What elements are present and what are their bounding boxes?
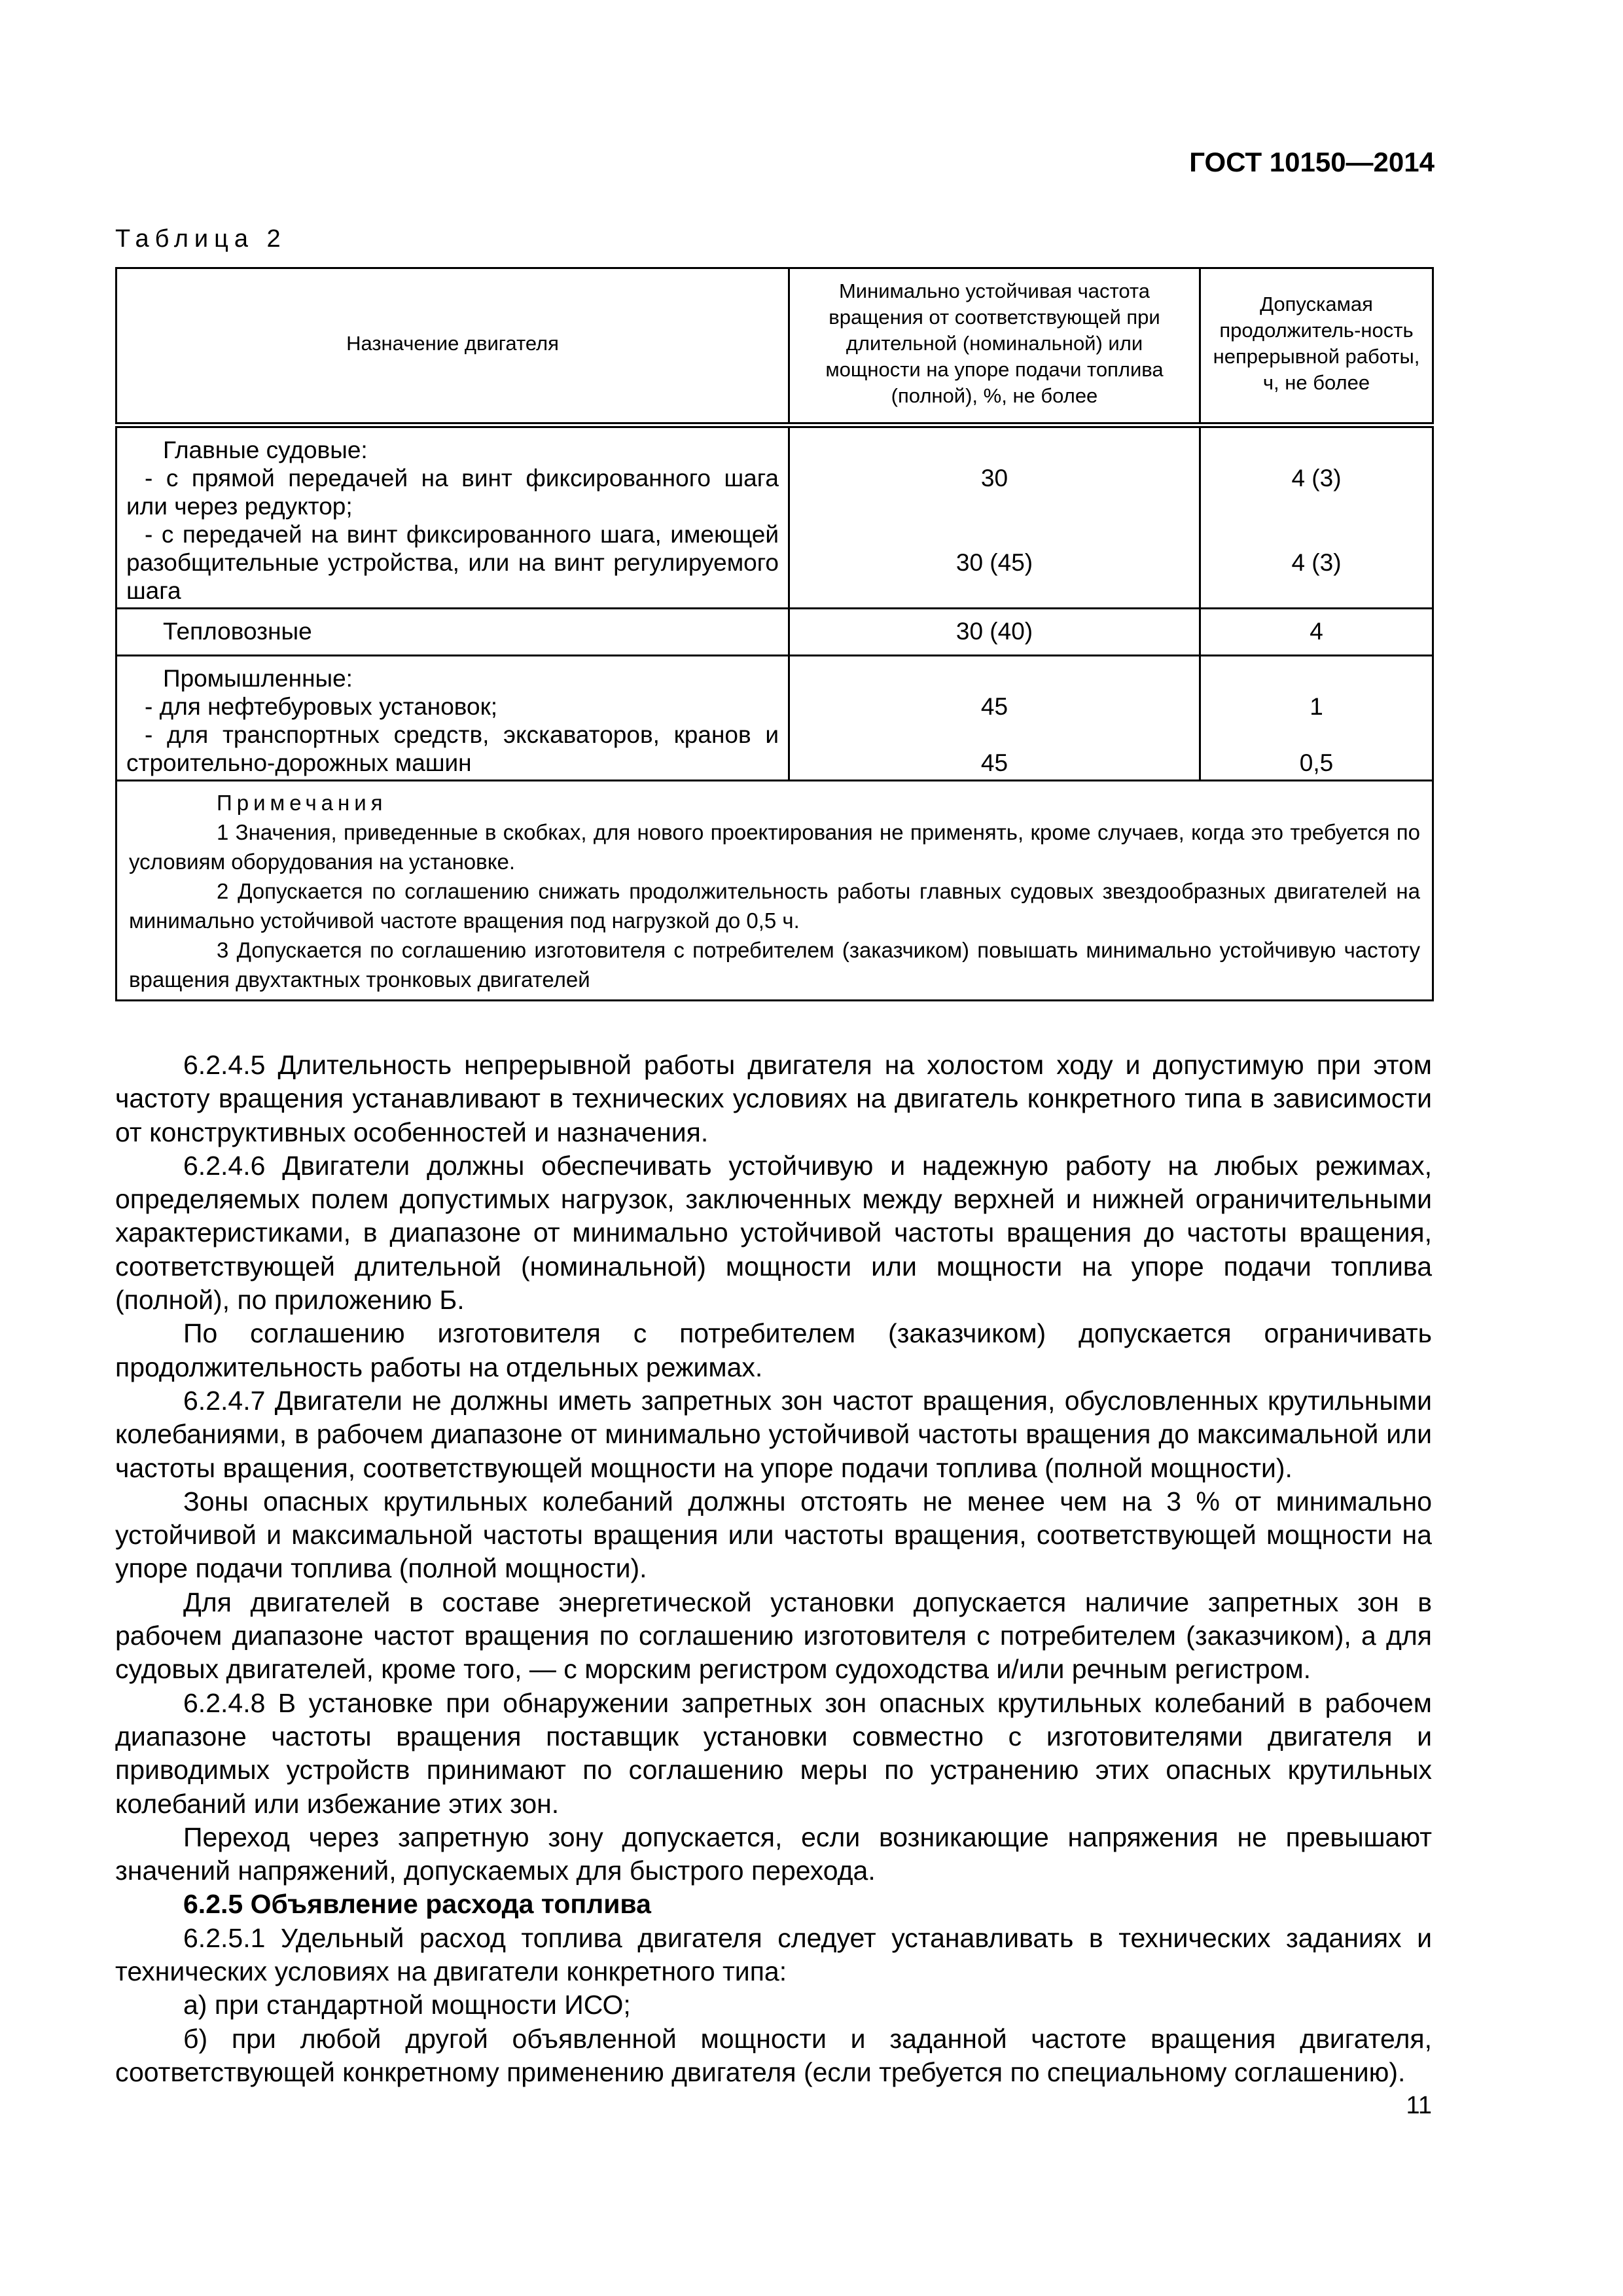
duration-value: 1 xyxy=(1310,693,1323,720)
page-number: 11 xyxy=(1406,2092,1432,2119)
duration-value: 4 (3) xyxy=(1291,465,1342,492)
table-row xyxy=(116,425,1433,609)
paragraph: 6.2.4.8 В установке при обнаружении запретных зон опасных крутильных колебаний в рабочем диапазоне частоты вращения поставщик установки совместно с изготовителями двигателя и приводимых устройств принимают по соглашению меры по устранению этих опасных крутильных колебаний или избежание этих зон. xyxy=(115,1687,1432,1819)
paragraph: Для двигателей в составе энергетической установки допускается наличие запретных зон в рабочем диапазоне частот вращения по соглашению изготовителя с потребителем (заказчиком), а для судовых двигателей, кроме того, — с морским регистром судоходства и/или речным регистром. xyxy=(115,1587,1432,1685)
engine-speed-table xyxy=(115,267,1434,1001)
speed-value: 30 xyxy=(980,465,1008,492)
item-label: - для транспортных средств, экскаваторов, кранов и строительно-дорожных машин xyxy=(126,721,779,776)
table-notes-row xyxy=(116,781,1433,1001)
note-item: 2 Допускается по соглашению снижать продолжительность работы главных судовых звездообразных двигателей на минимально устойчивой частоте вращения под нагрузкой до 0,5 ч. xyxy=(129,879,1420,933)
row-industrial-speed xyxy=(789,656,1200,781)
column-header-min-speed: Минимально устойчивая частота вращения от соответствующей при длительной (номинальной) или мощности на упоре подачи топлива (полной), %, не более xyxy=(789,268,1200,425)
paragraph: 6.2.4.7 Двигатели не должны иметь запретных зон частот вращения, обусловленных крутильными колебаниями, в рабочем диапазоне от минимально устойчивой частоты вращения до максимальной или частоты вращения, соответствующей мощности на упоре подачи топлива (полной мощности). xyxy=(115,1385,1432,1483)
speed-value: 30 (40) xyxy=(789,609,1200,656)
table-header-row xyxy=(116,268,1433,425)
duration-value: 4 xyxy=(1200,609,1433,656)
group-title: Тепловозные xyxy=(163,618,312,645)
table-notes xyxy=(116,781,1433,1001)
item-label: - для нефтебуровых установок; xyxy=(145,693,498,720)
paragraph: По соглашению изготовителя с потребителем (заказчиком) допускается ограничивать продолжительность работы на отдельных режимах. xyxy=(115,1318,1432,1382)
body-text xyxy=(115,1049,1432,2089)
row-industrial-label xyxy=(116,656,789,781)
row-industrial-duration xyxy=(1200,656,1433,781)
row-marine-label xyxy=(116,425,789,609)
table-row xyxy=(116,609,1433,656)
column-header-duration: Допускамая продолжитель-ность непрерывной работы, ч, не более xyxy=(1200,268,1433,425)
notes-title: Примечания xyxy=(217,791,387,815)
row-marine-speed xyxy=(789,425,1200,609)
group-title: Главные судовые: xyxy=(163,437,368,463)
list-item: б) при любой другой объявленной мощности и заданной частоте вращения двигателя, соответствующей конкретному применению двигателя (если требуется по специальному соглашению). xyxy=(115,2023,1432,2087)
paragraph: Переход через запретную зону допускается, если возникающие напряжения не превышают значений напряжений, допускаемых для быстрого перехода. xyxy=(115,1821,1432,1886)
speed-value: 45 xyxy=(980,749,1008,776)
row-locomotive-label xyxy=(116,609,789,656)
duration-value: 0,5 xyxy=(1299,749,1334,776)
paragraph: 6.2.5.1 Удельный расход топлива двигателя следует устанавливать в технических заданиях и технических условиях на двигатели конкретного типа: xyxy=(115,1922,1432,1987)
speed-value: 30 (45) xyxy=(955,549,1033,576)
duration-value: 4 (3) xyxy=(1291,549,1342,576)
item-label: - с прямой передачей на винт фиксированного шага или через редуктор; xyxy=(126,465,779,520)
note-item: 3 Допускается по соглашению изготовителя с потребителем (заказчиком) повышать минимально устойчивую частоту вращения двухтактных тронковых двигателей xyxy=(129,938,1420,992)
column-header-purpose-text: Назначение двигателя xyxy=(346,332,559,355)
paragraph: 6.2.4.6 Двигатели должны обеспечивать устойчивую и надежную работу на любых режимах, определяемых полем допустимых нагрузок, заключенных между верхней и нижней ограничительными характеристиками, в диапазоне от минимально устойчивой частоты вращения до частоты вращения, соответствующей длительной (номинальной) мощности или мощности на упоре подачи топлива (полной), по приложению Б. xyxy=(115,1150,1432,1316)
table-row xyxy=(116,656,1433,781)
item-label: - с передачей на винт фиксированного шага, имеющей разобщительные устройства, или на винт регулируемого шага xyxy=(126,521,779,604)
group-title: Промышленные: xyxy=(163,665,353,692)
section-heading: 6.2.5 Объявление расхода топлива xyxy=(183,1889,651,1920)
column-header-purpose xyxy=(116,268,789,425)
standard-header: ГОСТ 10150—2014 xyxy=(1189,147,1435,177)
row-marine-duration xyxy=(1200,425,1433,609)
note-item: 1 Значения, приведенные в скобках, для нового проектирования не применять, кроме случаев, когда это требуется по условиям оборудования на установке. xyxy=(129,820,1420,874)
paragraph: Зоны опасных крутильных колебаний должны отстоять не менее чем на 3 % от минимально устойчивой и максимальной частоты вращения или частоты вращения, соответствующей мощности на упоре подачи топлива (полной мощности). xyxy=(115,1486,1432,1584)
table-caption: Таблица 2 xyxy=(115,225,287,253)
paragraph: 6.2.4.5 Длительность непрерывной работы двигателя на холостом ходу и допустимую при этом частоту вращения устанавливают в технических условиях на двигатель конкретного типа в зависимости от конструктивных особенностей и назначения. xyxy=(115,1050,1432,1147)
table-container xyxy=(115,267,1432,1001)
speed-value: 45 xyxy=(980,693,1008,720)
list-item: а) при стандартной мощности ИСО; xyxy=(183,1990,631,2020)
